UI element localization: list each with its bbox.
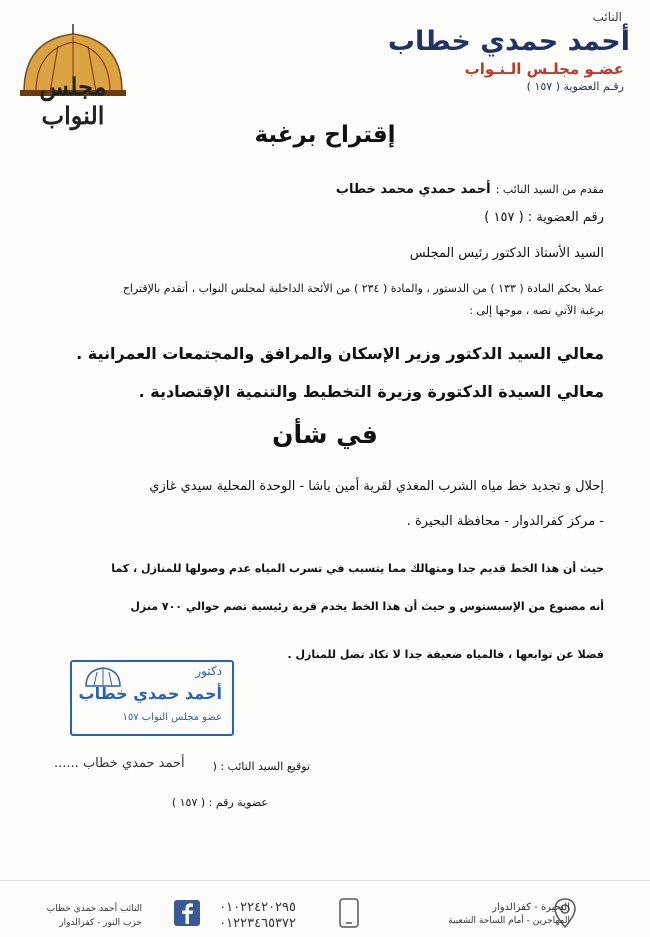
subject-line-1: إحلال و تجديد خط مياه الشرب المغذي لقرية أمين باشا - الوحدة المحلية سيدي غازي: [149, 479, 604, 494]
footer-fb-name: النائب أحمد حمدي خطاب: [46, 904, 142, 914]
membership-number: رقم العضوية : ( ١٥٧ ): [484, 210, 604, 225]
stamp-line-2: أحمد حمدي خطاب: [78, 684, 222, 703]
recipient-2: معالي السيدة الدكتورة وزيرة التخطيط والتنمية الإقتصادية .: [138, 382, 604, 401]
legal-basis-line-1: عملا بحكم المادة ( ١٣٣ ) من الدستور ، والمادة ( ٢٣٤ ) من الأئحة الداخلية لمجلس النواب ، أتقدم بالإقتراح: [122, 282, 604, 295]
submitted-by-line: [336, 178, 604, 197]
recipient-1: معالي السيد الدكتور وزير الإسكان والمرافق والمجتمعات العمرانية .: [76, 344, 604, 363]
phone-icon: [338, 898, 360, 932]
logo-text: مجلس النواب: [39, 72, 107, 130]
submitted-by-name: أحمد حمدي محمد خطاب: [335, 182, 491, 197]
footer-location-2: المهاجرين - أمام الساحة الشعبية: [448, 916, 570, 926]
stamp-line-3: عضو مجلس النواب ١٥٧: [122, 712, 222, 723]
membership-footer: عضوية رقم : ( ١٥٧ ): [171, 796, 268, 809]
document-title: إقتراح برغبة: [254, 122, 396, 148]
footer-phone-2: ٠١٢٢٣٤٦٥٣٧٢: [219, 916, 296, 931]
subject-heading: في شأن: [272, 420, 378, 449]
submitted-by-label: مقدم من السيد النائب :: [495, 183, 604, 196]
signature-scribble: ...... أحمد حمدي خطاب: [54, 756, 185, 771]
parliament-logo: [14, 20, 132, 132]
body-line-3: فضلا عن توابعها ، فالمياه ضعيفة جدا لا تكاد تصل للمنازل .: [287, 648, 604, 661]
signature-label: توقيع السيد النائب : (: [212, 760, 310, 773]
body-line-1: حيث أن هذا الخط قديم جدا ومتهالك مما يتسبب في تسرب المياه عدم وصولها للمنازل ، كما: [111, 562, 604, 575]
subject-line-2: - مركز كفرالدوار - محافظة البحيرة .: [406, 514, 604, 529]
footer-phone-1: ٠١٠٢٢٤٢٠٢٩٥: [219, 900, 296, 915]
footer-divider: [0, 880, 650, 881]
header-membership: رقـم العضوية ( ١٥٧ ): [526, 80, 624, 93]
header-title-prefix: النائب: [592, 10, 622, 24]
official-stamp: [70, 660, 234, 736]
body-line-2: أنه مصنوع من الإسبستوس و حيث أن هذا الخط يخدم قرية رئيسية تضم حوالي ٧٠٠ منزل: [130, 600, 604, 613]
footer-location-1: البحيرة - كفرالدوار: [492, 902, 570, 913]
legal-basis-line-2: برغبة الآتي نصه ، موجها إلى :: [469, 304, 604, 317]
stamp-line-1: دكتور: [195, 664, 222, 678]
header-role: عضـو مجلـس الـنـواب: [464, 60, 624, 78]
footer-fb-party: حزب النور - كفرالدوار: [59, 918, 142, 928]
facebook-icon: [174, 900, 200, 926]
header-mp-name: أحمد حمدي خطاب: [387, 26, 630, 57]
addressee: السيد الأستاذ الدكتور رئيس المجلس: [409, 246, 604, 261]
